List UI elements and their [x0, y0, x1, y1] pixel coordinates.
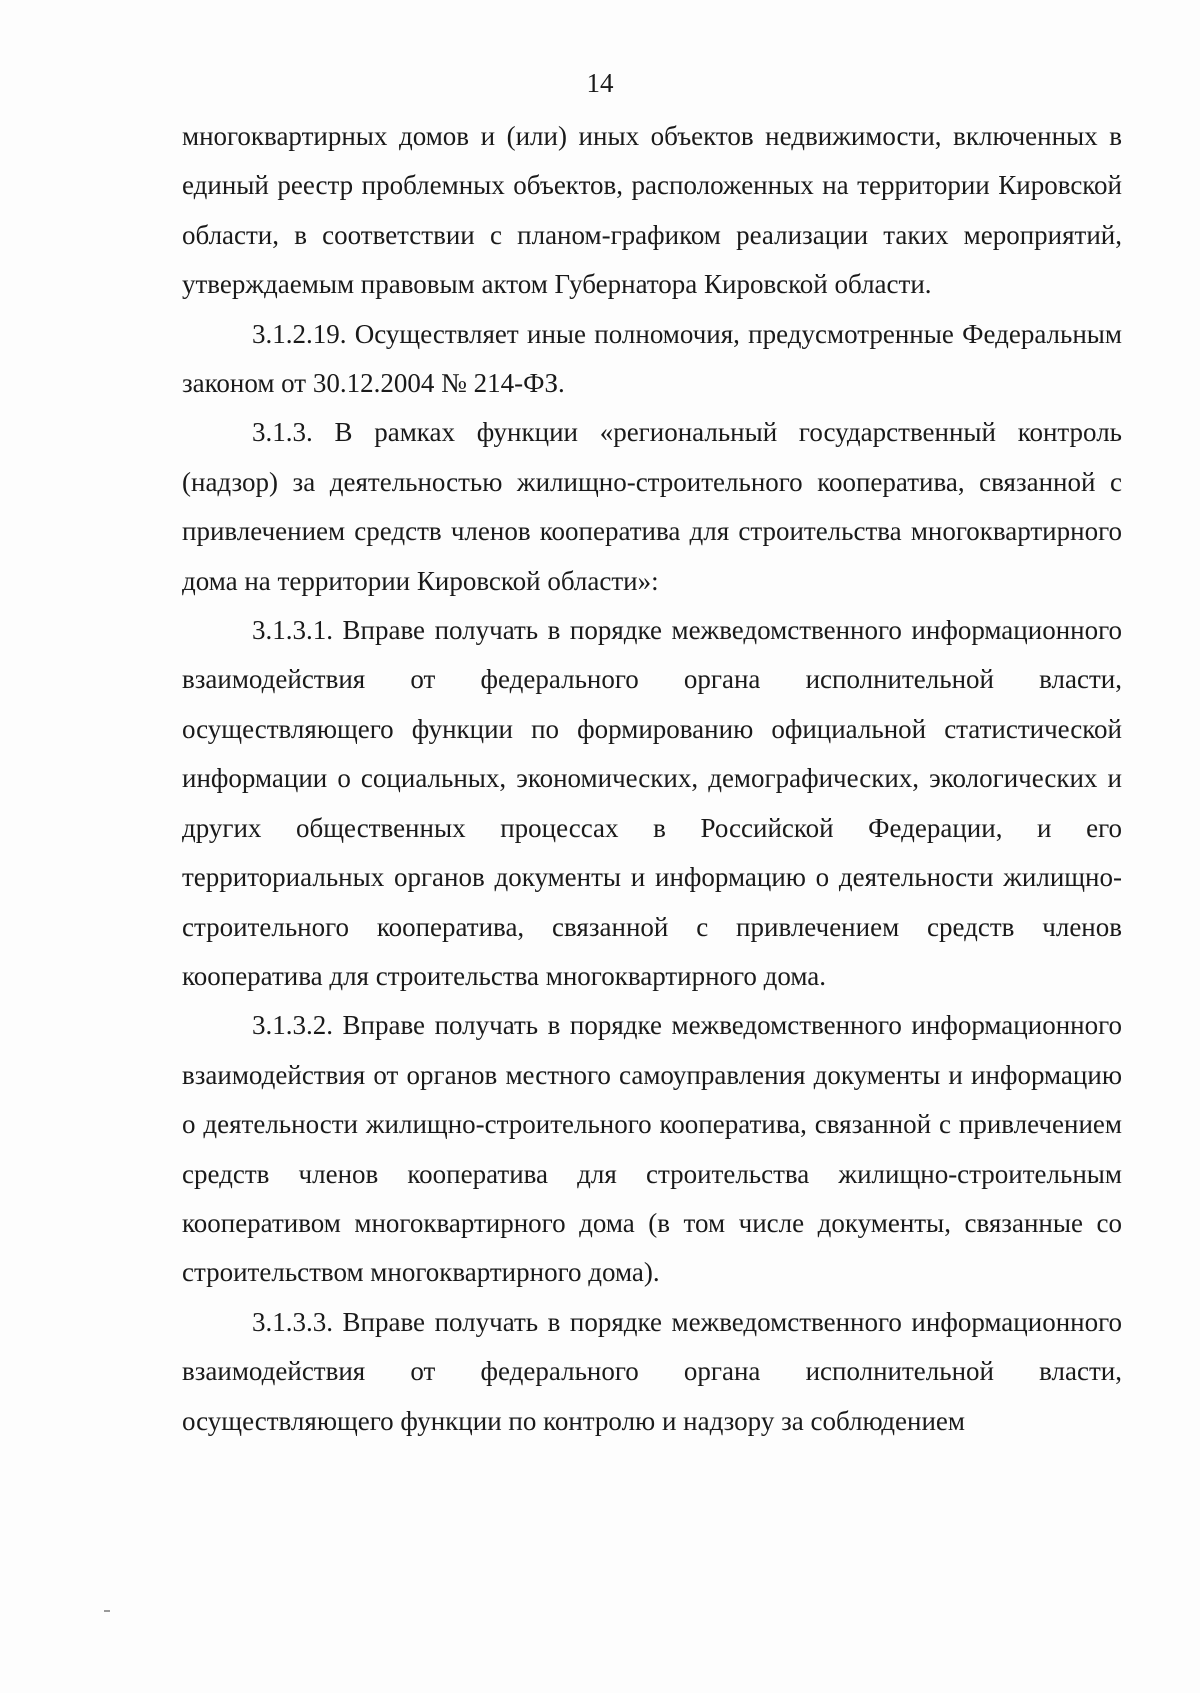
- scan-artifact: [104, 1610, 110, 1612]
- paragraph-3-1-2-19: 3.1.2.19. Осуществляет иные полномочия, предусмотренные Федеральным законом от 30.12.2004 № 214-ФЗ.: [182, 318, 1122, 399]
- paragraph-3-1-3-1: 3.1.3.1. Вправе получать в порядке межведомственного информационного взаимодействия от федерального органа исполнительной власти, осуществляющего функции по формированию официальной статистической информации о социальных, экономических, демографических, экологических и других общественных процессах в Российской Федерации, и его территориальных органов документы и информацию о деятельности жилищно-строительного кооператива, связанной с привлечением средств членов кооператива для строительства многоквартирного дома.: [182, 615, 1122, 991]
- paragraph-continuation: многоквартирных домов и (или) иных объектов недвижимости, включенных в единый реестр проблемных объектов, расположенных на территории Кировской области, в соответствии с планом-графиком реализации таких мероприятий, утверждаемым правовым актом Губернатора Кировской области.: [182, 121, 1122, 300]
- page-number: 14: [586, 68, 614, 98]
- paragraph-3-1-3-3: 3.1.3.3. Вправе получать в порядке межведомственного информационного взаимодействия от федерального органа исполнительной власти, осуществляющего функции по контролю и надзору за соблюдением: [182, 1306, 1122, 1436]
- paragraph-3-1-3: 3.1.3. В рамках функции «региональный государственный контроль (надзор) за деятельностью жилищно-строительного кооператива, связанной с привлечением средств членов кооператива для строительства многоквартирного дома на территории Кировской области»:: [182, 417, 1122, 596]
- document-body: [182, 112, 1122, 1446]
- paragraph-3-1-3-2: 3.1.3.2. Вправе получать в порядке межведомственного информационного взаимодействия от органов местного самоуправления документы и информацию о деятельности жилищно-строительного кооператива, связанной с привлечением средств членов кооператива для строительства жилищно-строительным кооперативом многоквартирного дома (в том числе документы, связанные со строительством многоквартирного дома).: [182, 1010, 1122, 1288]
